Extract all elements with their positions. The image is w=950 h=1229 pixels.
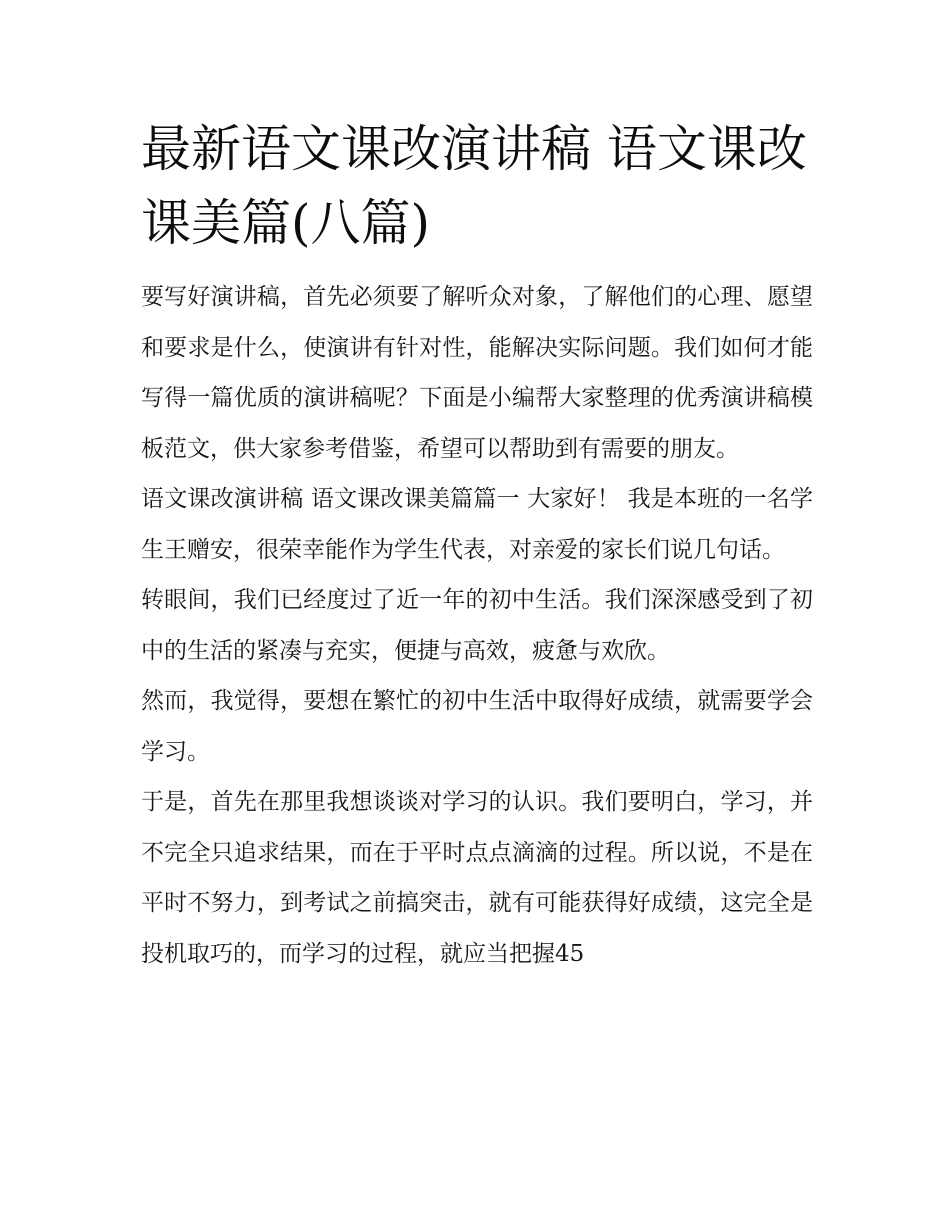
document-body <box>141 112 813 979</box>
paragraph-study-process: 于是，首先在那里我想谈谈对学习的认识。我们要明白，学习，并不完全只追求结果，而在于平时点点滴滴的过程。所以说，不是在平时不努力，到考试之前搞突击，就有可能获得好成绩，这完全是投机取巧的，而学习的过程，就应当把握45 <box>141 789 813 967</box>
paragraph-junior-high-life: 转眼间，我们已经度过了近一年的初中生活。我们深深感受到了初中的生活的紧凑与充实，便捷与高效，疲惫与欢欣。 <box>141 587 813 664</box>
paragraph-speech-opening: 语文课改演讲稿 语文课改课美篇篇一 大家好！ 我是本班的一名学生王赠安，很荣幸能作为学生代表，对亲爱的家长们说几句话。 <box>141 486 813 563</box>
paragraph-intro: 要写好演讲稿，首先必须要了解听众对象，了解他们的心理、愿望和要求是什么，使演讲有针对性，能解决实际问题。我们如何才能写得一篇优质的演讲稿呢？下面是小编帮大家整理的优秀演讲稿模板范文，供大家参考借鉴，希望可以帮助到有需要的朋友。 <box>141 284 813 462</box>
paragraph-learn-to-study: 然而，我觉得，要想在繁忙的初中生活中取得好成绩，就需要学会学习。 <box>141 688 813 765</box>
document-title: 最新语文课改演讲稿 语文课改课美篇(八篇) <box>141 120 807 252</box>
